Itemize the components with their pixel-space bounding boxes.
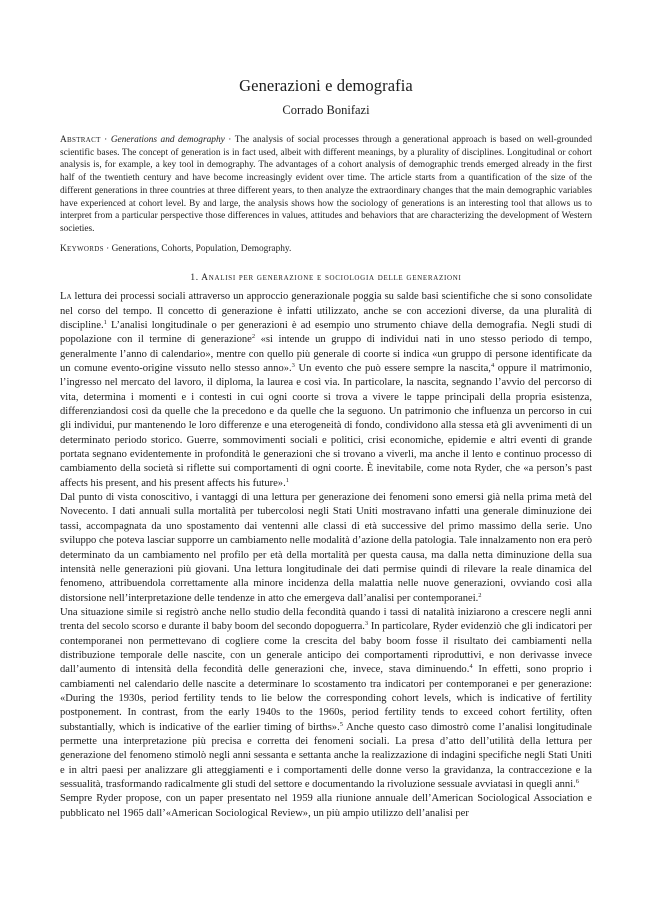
paragraph-text: Anche questo caso dimostrò come l’analisi longitudinale permette una interpretazione più precisa e corretta dei fenomeni sociali. La presa d’atto dell’utilità della lettura per generazione del fenomeno stimolò negli anni sessanta e settanta anche la realizzazione di indagini specifiche negli Stati Uniti e in altri paesi per analizzare gli atteggiamenti e i comportamenti delle donne verso la gravidanza, la contraccezione e la sessualità, trasformando radicalmente gli studi del settore e documentando la rivoluzione sessuale avviatasi in quegli anni. xyxy=(60,721,592,791)
paragraph-text: In particolare, Ryder evidenziò che gli indicatori per contemporanei non permettevano di cogliere come la crescita del baby boom fosse il risultato dei cambiamenti nella distribuzione temporale delle nascite, con un generale anticipo dei comportamenti riproduttivi, e non derivasse invece dall’aumento di intensità della fecondità delle generazioni che, invece, stava diminuendo. xyxy=(60,621,593,676)
section-number: 1. xyxy=(190,273,199,284)
footnote-ref[interactable]: 2 xyxy=(478,591,482,599)
paragraph-text: In effetti, sono proprio i cambiamenti nel calendario delle nascite a determinare lo scostamento tra indicatori per contemporanei e per generazione: «During the 1930s, period fertility tends to lie below the corresponding cohort levels, which is indicative of fertility postponement. In contrast, from the early 1940s to the 1960s, period fertility tends to exceed cohort fertility, often substantially, which is indicative of the earlier timing of births». xyxy=(60,664,592,733)
footnote-ref[interactable]: 2 xyxy=(251,333,256,341)
paragraph-text: «si intende un gruppo di individui nati in uno stesso periodo di tempo, generalmente l’anno di calendario», mentre con quello più generale di coorte si indica «un gruppo di persone identificate da un comune evento-origine vissuto nello stesso anno». xyxy=(60,334,592,375)
footnote-ref[interactable]: 6 xyxy=(575,778,580,786)
paragraph-text: Dal punto di vista conoscitivo, i vantaggi di una lettura per generazione dei fenomeni sono emersi già nella prima metà del Novecento. I dati annuali sulla mortalità per tubercolosi negli Stati Uniti mostravano infatti una generale diminuzione dei tassi, accompagnata da uno spostamento dai ventenni alle classi di età successive del primo massimo della serie. Uno sviluppo che poteva lasciar supporre un cambiamento nelle modalità d’azione della patologia. Tale innalzamento non era però determinato da un cambiamento nel profilo per età della mortalità per questa causa, ma dalla netta diminuzione della sua intensità nelle generazioni più giovani. Una lettura longitudinale dei dati permise quindi di rilevare la reale dinamica del fenomeno, attribuendola correttamente alla minore incidenza della malattia nelle nuove generazioni, ovviando così alla distorsione nell’interpretazione delle tendenze in atto che emergeva dall’analisi per contemporanei. xyxy=(60,492,592,604)
body-paragraph xyxy=(60,792,592,821)
body-text xyxy=(60,290,592,821)
section-title-initial: A xyxy=(201,273,209,284)
paragraph-text: oppure il matrimonio, l’ingresso nel mercato del lavoro, il diploma, la laurea e così via. In particolare, la nascita, segnando l’avvio del percorso di vita, determina i momenti e i contesti in cui ogni coorte si trova a vivere le tappe principali della propria esistenza, differenziandosi così da quelle che la precedono e da quelle che la seguono. Un patrimonio che influenza un percorso in cui gli individui, pur mantenendo le loro differenze e una eterogeneità di fondo, condividono alla stessa età gli avvenimenti di un determinato periodo storico. Guerre, sommovimenti sociali e politici, crisi economiche, epidemie e altri eventi di grande portata segnano evidentemente in profondità le generazioni che si trovano a viverli, ma anche il lento e continuo processo di cambiamento della società si riflette sui comportamenti di ogni coorte. È inevitabile, come nota Ryder, che «a person’s past affects his present, and his present affects his future». xyxy=(60,363,592,489)
section-title: Analisi per generazione e sociologia delle generazioni xyxy=(201,273,462,284)
body-paragraph xyxy=(60,606,592,792)
footnote-ref[interactable]: 1 xyxy=(285,476,289,484)
abstract: Abstract · Generations and demography · The analysis of social processes through a generational approach is based on well-grounded scientific bases. The concept of generation is in fact used, albeit with different meanings, by a plurality of disciplines. Longitudinal or cohort analysis is, for example, a key tool in demography. The advantages of a cohort analysis of demographic trends emerged already in the first half of the twentieth century and have become increasingly evident over time. The article starts from a quantification of the size of the different generations in three countries at three different years, to then analyze the extraordinary changes that the main demographic variables have experienced at cohort level. By and large, the analysis shows how the sociology of generations is an interesting tool that allows us to interpret from a particular perspective those differences in values, attitudes and behaviors that are characterizing the development of Western societies. xyxy=(60,135,592,234)
footnote-ref[interactable]: 3 xyxy=(364,620,369,628)
footnote-ref[interactable]: 4 xyxy=(490,362,495,370)
abstract-label: Abstract xyxy=(60,135,101,145)
paragraph-text: Un evento che può essere sempre la nascita, xyxy=(294,363,491,375)
body-paragraph xyxy=(60,491,592,606)
footnote-ref[interactable]: 5 xyxy=(339,720,343,728)
author-name: Corrado Bonifazi xyxy=(282,103,370,117)
paragraph-lead: La xyxy=(60,291,72,303)
paragraph-text: Una situazione simile si registrò anche nello studio della fecondità quando i tassi di natalità iniziarono a crescere negli anni trenta del secolo scorso e durante il baby boom del secondo dopoguerra. xyxy=(60,606,592,633)
article-title: Generazioni e demografia xyxy=(239,76,413,95)
abstract-text: The analysis of social processes through a generational approach is based on well-grounded scientific bases. The concept of generation is in fact used, albeit with different meanings, by a plurality of disciplines. Longitudinal or cohort analysis is, for example, a key tool in demography. The advantages of a cohort analysis of demographic trends emerged already in the first half of the twentieth century and have become increasingly evident over time. The article starts from a quantification of the size of the different generations in three countries at three different years, to then analyze the extraordinary changes that the main demographic variables have experienced at cohort level. By and large, the analysis shows how the sociology of generations is an interesting tool that allows us to interpret from a particular perspective those differences in values, attitudes and behaviors that are characterizing the development of Western societies. xyxy=(60,135,592,234)
abstract-heading: Generations and demography xyxy=(110,135,225,145)
keywords-text: Generations, Cohorts, Population, Demography. xyxy=(111,243,292,254)
footnote-ref[interactable]: 1 xyxy=(103,319,107,327)
paragraph-text: Sempre Ryder propose, con un paper presentato nel 1959 alla riunione annuale dell’American Sociological Association e pubblicato nel 1965 dall’«American Sociological Review», un più ampio utilizzo dell’analisi per xyxy=(60,793,592,819)
footnote-ref[interactable]: 4 xyxy=(469,663,473,671)
section-heading xyxy=(60,272,592,284)
keywords: Keywords · Generations, Cohorts, Population, Demography. xyxy=(60,243,292,254)
keywords-label: Keywords xyxy=(60,243,104,254)
footnote-ref[interactable]: 3 xyxy=(291,362,295,370)
paragraph-text: L’analisi longitudinale o per generazioni è ad esempio uno strumento chiave della demografia. Negli studi di popolazione con il termine di generazione xyxy=(60,320,592,346)
paragraph-text: lettura dei processi sociali attraverso un approccio generazionale poggia su salde basi scientifiche che si sono consolidate nel corso del tempo. Il concetto di generazione è infatti utilizzato, anche se con accezioni diverse, da una pluralità di discipline. xyxy=(60,291,592,332)
body-paragraph xyxy=(60,290,592,491)
